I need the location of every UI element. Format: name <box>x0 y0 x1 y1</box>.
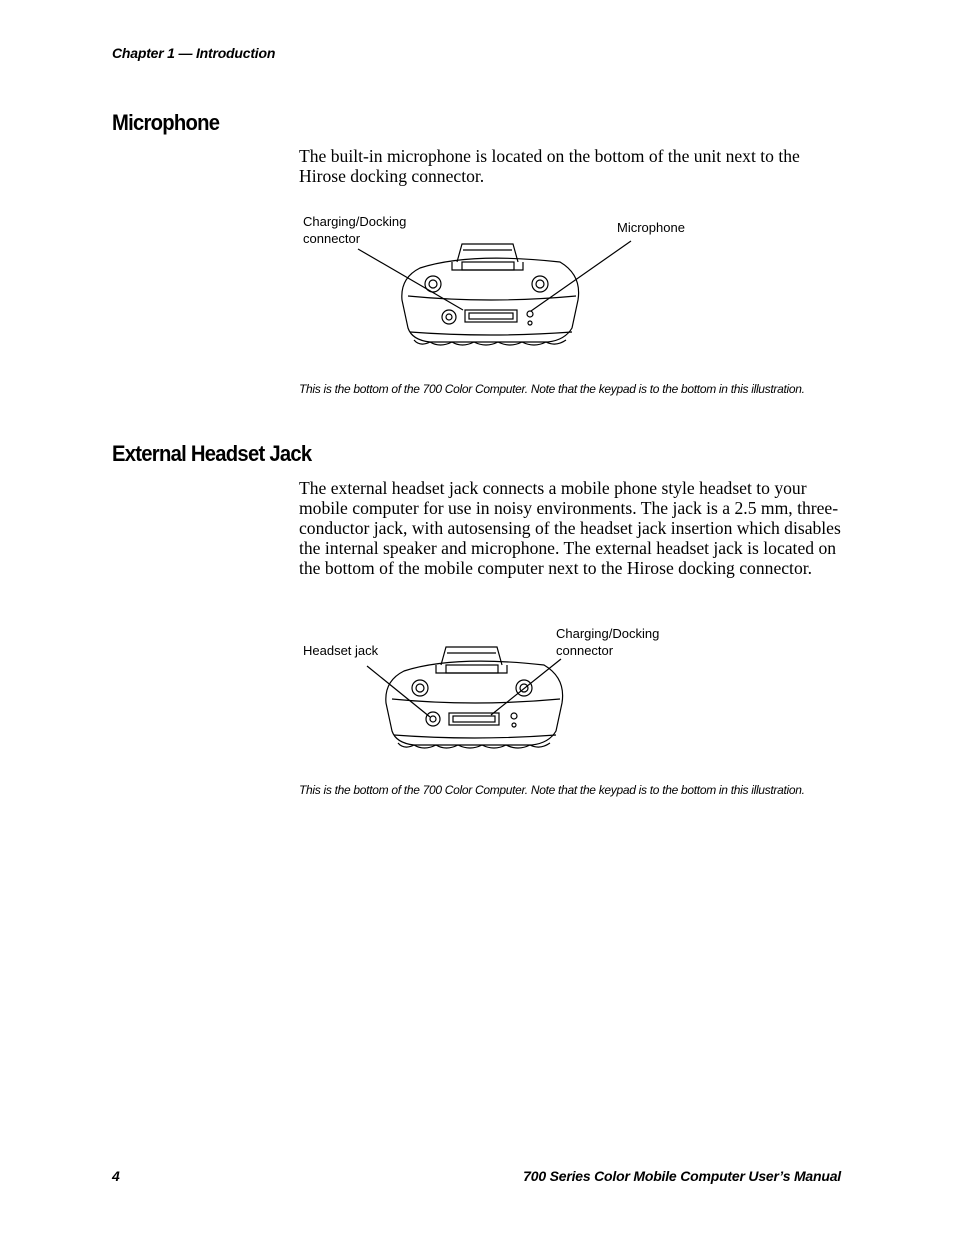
section-heading-external-headset-jack: External Headset Jack <box>112 441 312 466</box>
callout-charging-docking-connector-2: Charging/Docking connector <box>556 626 660 658</box>
figure-caption-1: This is the bottom of the 700 Color Computer. Note that the keypad is to the bottom in this illustration. <box>299 382 805 396</box>
manual-title: 700 Series Color Mobile Computer User’s Manual <box>523 1168 841 1184</box>
callout-headset-jack: Headset jack <box>303 643 379 658</box>
section-heading-microphone: Microphone <box>112 110 220 135</box>
figure-caption-2: This is the bottom of the 700 Color Computer. Note that the keypad is to the bottom in this illustration. <box>299 783 805 797</box>
microphone-body-text: The built-in microphone is located on the bottom of the unit next to the Hirose docking connector. <box>299 146 800 186</box>
callout-microphone: Microphone <box>617 220 685 235</box>
headset-jack-body-text: The external headset jack connects a mobile phone style headset to your mobile computer for use in noisy environments. The jack is a 2.5 mm, three-conductor jack, with autosensing of the headset jack insertion which disables the internal speaker and microphone. The external headset jack is located on the bottom of the mobile computer next to the Hirose docking connector. <box>299 478 841 578</box>
page-number: 4 <box>112 1168 120 1184</box>
callout-charging-docking-connector: Charging/Docking connector <box>303 214 407 246</box>
running-head: Chapter 1 — Introduction <box>112 45 276 61</box>
